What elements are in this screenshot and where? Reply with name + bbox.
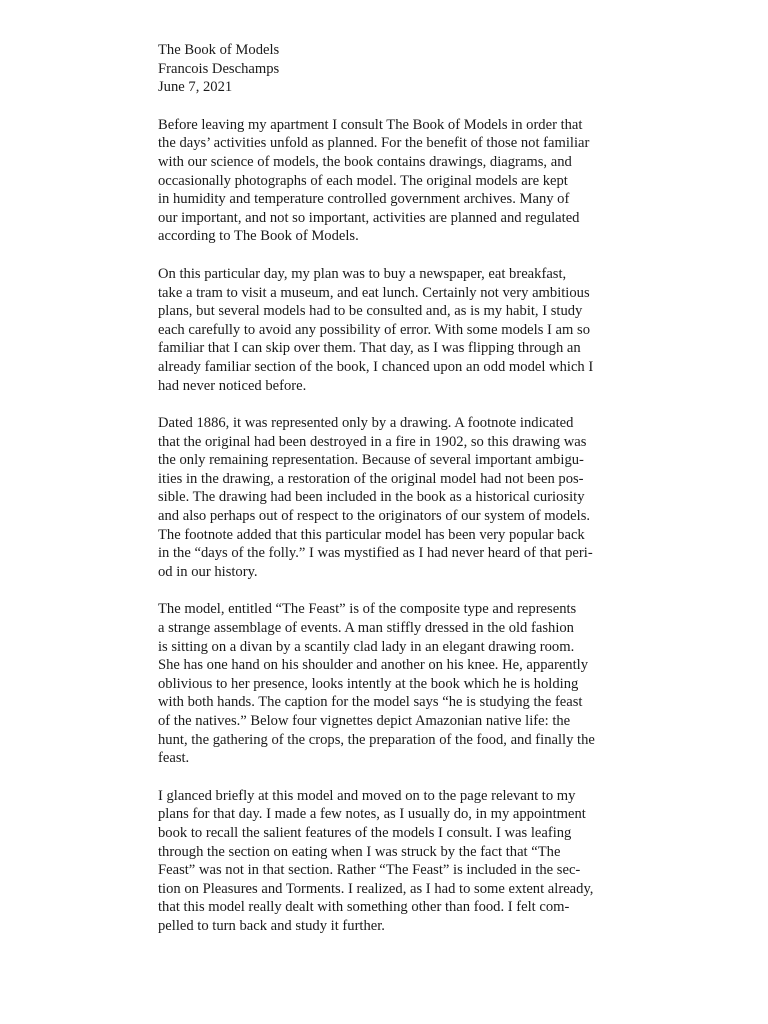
text-line: according to The Book of Models. <box>158 228 359 245</box>
text-line: in the “days of the folly.” I was mystified as I had never heard of that peri- <box>158 545 593 562</box>
document-title: The Book of Models <box>158 42 280 58</box>
text-line: I glanced briefly at this model and moved on to the page relevant to my <box>158 787 576 804</box>
text-line: had never noticed before. <box>158 377 307 394</box>
text-line: hunt, the gathering of the crops, the preparation of the food, and finally the <box>158 731 595 748</box>
text-line: feast. <box>158 750 190 767</box>
text-line: She has one hand on his shoulder and another on his knee. He, apparently <box>158 657 589 674</box>
text-line: with both hands. The caption for the model says “he is studying the feast <box>158 694 583 711</box>
text-line: that the original had been destroyed in a fire in 1902, so this drawing was <box>158 433 587 450</box>
text-line: and also perhaps out of respect to the originators of our system of models. <box>158 508 591 525</box>
text-line: our important, and not so important, activities are planned and regulated <box>158 209 580 226</box>
text-line: tion on Pleasures and Torments. I realized, as I had to some extent already, <box>158 880 594 897</box>
text-line: in humidity and temperature controlled government archives. Many of <box>158 191 570 208</box>
author-name: Francois Deschamps <box>158 60 280 77</box>
document-header <box>158 41 618 97</box>
text-line: is sitting on a divan by a scantily clad lady in an elegant drawing room. <box>158 638 575 655</box>
document-date: June 7, 2021 <box>158 79 233 96</box>
text-line: the only remaining representation. Because of several important ambigu- <box>158 452 584 469</box>
text-line: occasionally photographs of each model. The original models are kept <box>158 172 568 189</box>
text-line: book to recall the salient features of the models I consult. I was leafing <box>158 824 572 841</box>
text-line: Before leaving my apartment I consult The Book of Models in order that <box>158 116 583 133</box>
text-line: The footnote added that this particular model has been very popular back <box>158 526 585 543</box>
document-body <box>158 116 618 936</box>
text-line: sible. The drawing had been included in the book as a historical curiosity <box>158 489 585 506</box>
text-line: od in our history. <box>158 563 258 580</box>
text-line: Feast” was not in that section. Rather “The Feast” is included in the sec- <box>158 862 581 879</box>
paragraph <box>158 116 618 246</box>
text-line: that this model really dealt with something other than food. I felt com- <box>158 899 570 916</box>
text-line: already familiar section of the book, I chanced upon an odd model which I <box>158 358 594 375</box>
paragraph <box>158 265 618 395</box>
text-line: ities in the drawing, a restoration of the original model had not been pos- <box>158 470 584 487</box>
text-line: with our science of models, the book contains drawings, diagrams, and <box>158 153 572 170</box>
text-line: plans, but several models had to be consulted and, as is my habit, I study <box>158 303 583 320</box>
text-line: On this particular day, my plan was to buy a newspaper, eat breakfast, <box>158 265 567 282</box>
document-page <box>158 41 618 955</box>
text-line: a strange assemblage of events. A man stiffly dressed in the old fashion <box>158 620 574 637</box>
paragraph <box>158 787 618 936</box>
paragraph <box>158 414 618 581</box>
text-line: familiar that I can skip over them. That day, as I was flipping through an <box>158 340 581 357</box>
text-line: each carefully to avoid any possibility of error. With some models I am so <box>158 321 590 338</box>
text-line: take a tram to visit a museum, and eat lunch. Certainly not very ambitious <box>158 284 590 301</box>
text-line: plans for that day. I made a few notes, as I usually do, in my appointment <box>158 806 586 823</box>
text-line: the days’ activities unfold as planned. For the benefit of those not familiar <box>158 135 590 152</box>
text-line: of the natives.” Below four vignettes depict Amazonian native life: the <box>158 713 571 729</box>
text-line: pelled to turn back and study it further. <box>158 917 385 934</box>
text-line: oblivious to her presence, looks intently at the book which he is holding <box>158 675 579 692</box>
text-line: The model, entitled “The Feast” is of the composite type and represents <box>158 601 577 618</box>
paragraph <box>158 600 618 767</box>
text-line: through the section on eating when I was struck by the fact that “The <box>158 843 561 860</box>
text-line: Dated 1886, it was represented only by a drawing. A footnote indicated <box>158 415 574 432</box>
